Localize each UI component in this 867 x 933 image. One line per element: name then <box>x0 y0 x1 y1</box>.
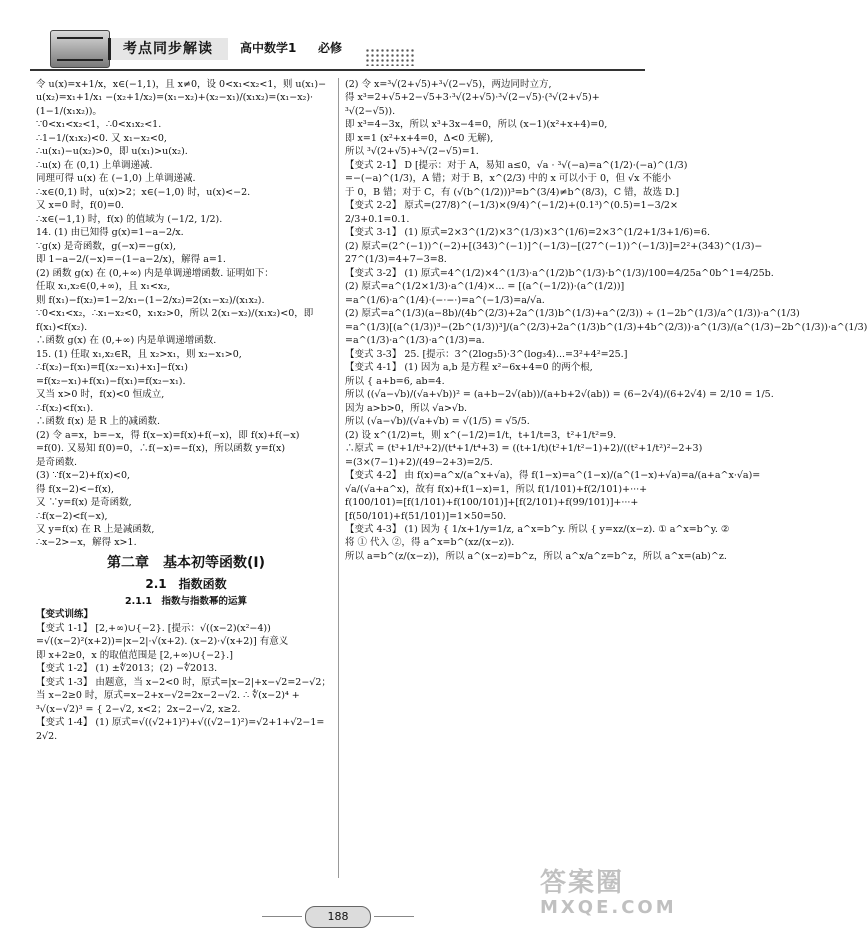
left-text-line: 则 f(x₁)−f(x₂)=1−2/x₁−(1−2/x₂)=2(x₁−x₂)/(x₁x₂). <box>36 294 265 306</box>
right-text-line: 所以 { a+b=6, ab=4. <box>345 375 445 387</box>
left-text-line: ∵0<x₁<x₂<1，∴0<x₁x₂<1. <box>36 119 162 131</box>
book-track: 必修 <box>318 41 343 55</box>
right-text-line: 【变式 2-2】 原式=(27/8)^(−1/3)×(9/4)^(−1/2)+(0.1³)^(0.5)=1−3/2× <box>345 200 678 212</box>
variant-text-line: =√((x−2)²(x+2))=|x−2|·√(x+2). (x−2)·√(x+2)] 有意义 <box>36 636 289 648</box>
left-text-line: u(x₂)=x₁+1/x₁ −(x₂+1/x₂)=(x₁−x₂)+(x₂−x₁)/(x₁x₂)=(x₁−x₂)· <box>36 92 314 104</box>
left-text-line: f(x₁)<f(x₂). <box>36 321 88 333</box>
left-solution-lines <box>36 78 336 550</box>
column-divider <box>338 78 339 878</box>
right-text-line: 所以 ((√a−√b)/(√a+√b))² = (a+b−2√(ab))/(a+b+2√(ab)) = (6−2√4)/(6+2√4) = 2/10 = 1/5. <box>345 389 774 401</box>
book-icon <box>50 30 110 68</box>
left-text-line: ∴f(x−2)<f(−x), <box>36 510 108 522</box>
right-text-line: 2/3+0.1=0.1. <box>345 213 410 225</box>
right-text-line: 【变式 4-3】 (1) 因为 { 1/x+1/y=1/z, a^x=b^y. 所以 { y=xz/(x−z). ① a^x=b^y. ② <box>345 523 730 535</box>
left-text-line: ∴函数 f(x) 是 R 上的减函数. <box>36 416 161 428</box>
left-text-line: ∴1−1/(x₁x₂)<0. 又 x₁−x₂<0, <box>36 132 167 144</box>
right-text-line: (2) 原式=a^(1/2×1/3)·a^(1/4)×... = [(a^(−1/2))·(a^(1/2))] <box>345 281 625 293</box>
left-text-line: (1−1/(x₁x₂))。 <box>36 105 102 117</box>
right-text-line: (2) 设 x^(1/2)=t，则 x^(−1/2)=1/t，t+1/t=3，t²+1/t²=9. <box>345 429 617 441</box>
right-text-line: (2) 原式=a^(1/3)(a−8b)/(4b^(2/3)+2a^(1/3)b^(1/3)+a^(2/3)) ÷ (1−2b^(1/3)/a^(1/3))·a^(1/3) <box>345 308 800 320</box>
left-text-line: =f(x₂−x₁)+f(x₁)−f(x₁)=f(x₂−x₁). <box>36 375 186 387</box>
right-text-line: ∴原式 = (t³+1/t³+2)/(t⁴+1/t⁴+3) = ((t+1/t)(t²+1/t²−1)+2)/((t²+1/t²)²−2+3) <box>345 443 703 455</box>
right-text-line: √a/(√a+a^x)，故有 f(x)+f(1−x)=1，所以 f(1/101)+f(2/101)+···+ <box>345 483 648 495</box>
left-text-line: 任取 x₁,x₂∈(0,+∞)，且 x₁<x₂, <box>36 281 171 293</box>
left-text-line: 得 f(x−2)<−f(x), <box>36 483 115 495</box>
variant-text-line: 2√2. <box>36 730 58 742</box>
variant-text-line: ³√(x−√2)³ = { 2−√2, x<2；2x−2−√2, x≥2. <box>36 703 241 715</box>
left-text-line: (3) ∵f(x−2)+f(x)<0, <box>36 470 131 482</box>
left-text-line: ∵g(x) 是奇函数，g(−x)=−g(x), <box>36 240 177 252</box>
dot-pattern-icon <box>365 48 415 66</box>
right-text-line: =(3×(7−1)+2)/(49−2+3)=2/5. <box>345 456 493 468</box>
right-text-line: 即 x³=4−3x，所以 x³+3x−4=0，所以 (x−1)(x²+x+4)=0, <box>345 119 608 131</box>
left-text-line: ∴f(x₂)<f(x₁). <box>36 402 94 414</box>
variant-text-line: 当 x−2≥0 时，原式=x−2+x−√2=2x−2−√2. ∴ ∜(x−2)⁴ + <box>36 690 300 702</box>
watermark-sub: MXQE.COM <box>540 897 677 918</box>
variant-text-line: 即 x+2≥0，x 的取值范围是 [2,+∞)∪{−2}.] <box>36 649 233 661</box>
right-column <box>345 78 867 563</box>
left-text-line: 又 x=0 时，f(0)=0. <box>36 200 124 212</box>
right-text-line: 于 0，B 错；对于 C，有 (√(b^(1/2)))³=b^(3/4)≠b^(8/3)，C 错，故选 D.] <box>345 186 680 198</box>
watermark-logo <box>540 868 677 928</box>
variant-text-line: 【变式 1-2】 (1) ±∜2013；(2) −∜2013. <box>36 663 218 675</box>
left-text-line: ∴函数 g(x) 在 (0,+∞) 内是单调递增函数. <box>36 335 217 347</box>
right-text-line: (2) 令 x=³√(2+√5)+³√(2−√5)，两边同时立方, <box>345 79 552 90</box>
left-text-line: ∴u(x) 在 (0,1) 上单调递减. <box>36 159 153 171</box>
right-solution-lines <box>345 78 867 563</box>
right-text-line: 【变式 4-1】 (1) 因为 a,b 是方程 x²−6x+4=0 的两个根, <box>345 362 593 374</box>
left-text-line: ∴x∈(0,1) 时，u(x)>2；x∈(−1,0) 时，u(x)<−2. <box>36 186 251 198</box>
left-text-line: 是奇函数. <box>36 456 78 468</box>
page-number: 188 <box>305 906 371 928</box>
left-column <box>36 78 336 743</box>
left-text-line: ∴x−2>−x，解得 x>1. <box>36 537 137 549</box>
left-text-line: ∴x∈(−1,1) 时，f(x) 的值域为 (−1/2, 1/2). <box>36 213 223 225</box>
left-text-line: 又当 x>0 时，f(x)<0 恒成立, <box>36 389 165 401</box>
subsection-title: 2.1.1 指数与指数幂的运算 <box>124 595 248 607</box>
chapter-title: 第二章 基本初等函数(Ⅰ) <box>106 554 265 571</box>
training-label: 【变式训练】 <box>36 609 94 621</box>
right-text-line: 所以 a=b^(z/(x−z))，所以 a^(x−z)=b^z，所以 a^x/a^z=b^z，所以 a^x=(ab)^z. <box>345 550 727 562</box>
page-header <box>0 0 675 70</box>
right-text-line: 27^(1/3)=4+7−3=8. <box>345 254 447 266</box>
left-text-line: 15. (1) 任取 x₁,x₂∈R，且 x₂>x₁，则 x₂−x₁>0, <box>36 348 242 360</box>
left-text-line: 又 ∵y=f(x) 是奇函数, <box>36 497 132 509</box>
right-text-line: ³√(2−√5)). <box>345 105 396 117</box>
variant-text-line: 【变式 1-3】 由题意，当 x−2<0 时，原式=|x−2|+x−√2=2−√2； <box>36 676 331 688</box>
left-text-line: ∴f(x₂)−f(x₁)=f[(x₂−x₁)+x₁]−f(x₁) <box>36 362 188 374</box>
header-rule <box>30 69 645 71</box>
right-text-line: 即 x=1 (x²+x+4=0，Δ<0 无解), <box>345 132 494 144</box>
series-title: 考点同步解读 <box>108 38 228 60</box>
left-text-line: ∴u(x₁)−u(x₂)>0，即 u(x₁)>u(x₂). <box>36 146 188 158</box>
right-text-line: =a^(1/6)·a^(1/4)·(−·−·)=a^(−1/3)=a/√a. <box>345 294 545 306</box>
left-text-line: 同理可得 u(x) 在 (−1,0) 上单调递减. <box>36 173 196 185</box>
right-text-line: 因为 a>b>0，所以 √a>√b. <box>345 402 468 414</box>
left-text-line: (2) 令 a=x，b=−x，得 f(x−x)=f(x)+f(−x)，即 f(x)+f(−x) <box>36 429 300 441</box>
right-text-line: 【变式 3-2】 (1) 原式=4^(1/2)×4^(1/3)·a^(1/2)b^(1/3)·b^(1/3)/100=4/25a^0b^1=4/25b. <box>345 267 774 279</box>
left-text-line: =f(0). 又易知 f(0)=0，∴f(−x)=−f(x)，所以函数 y=f(x) <box>36 443 286 455</box>
left-text-line: 又 y=f(x) 在 R 上是减函数, <box>36 523 155 535</box>
variant-exercises-left <box>36 622 336 743</box>
right-text-line: =−(−a)^(1/3)，A 错；对于 B，x^(2/3) 中的 x 可以小于 0，但 √x 不能小 <box>345 173 671 185</box>
right-text-line: 得 x³=2+√5+2−√5+3·³√(2+√5)·³√(2−√5)·(³√(2+√5)+ <box>345 92 600 104</box>
right-text-line: f(100/101)=[f(1/101)+f(100/101)]+[f(2/101)+f(99/101)]+···+ <box>345 497 639 509</box>
right-text-line: 【变式 3-3】 25. [提示：3^(2log₃5)·3^(log₃4)...=3²+4²=25.] <box>345 348 628 360</box>
variant-text-line: 【变式 1-4】 (1) 原式=√((√2+1)²)+√((√2−1)²)=√2+1+√2−1= <box>36 717 325 729</box>
right-text-line: 所以 ³√(2+√5)+³√(2−√5)=1. <box>345 146 479 158</box>
left-text-line: (2) 函数 g(x) 在 (0,+∞) 内是单调递增函数. 证明如下： <box>36 267 274 279</box>
left-text-line: 令 u(x)=x+1/x，x∈(−1,1)，且 x≠0，设 0<x₁<x₂<1，则 u(x₁)− <box>36 79 327 90</box>
left-text-line: 即 1−a−2/(−x)=−(1−a−2/x)，解得 a=1. <box>36 254 226 266</box>
right-text-line: 所以 (√a−√b)/(√a+√b) = √(1/5) = √5/5. <box>345 416 530 428</box>
section-title: 2.1 指数函数 <box>145 576 227 591</box>
right-text-line: 【变式 4-2】 由 f(x)=a^x/(a^x+√a)，得 f(1−x)=a^(1−x)/(a^(1−x)+√a)=a/(a+a^x·√a)= <box>345 470 761 482</box>
right-text-line: (2) 原式=(2^(−1))^(−2)+[(343)^(−1)]^(−1/3)−[(27^(−1))^(−1/3)]=2²+(343)^(1/3)− <box>345 240 763 252</box>
right-text-line: [f(50/101)+f(51/101)]=1×50=50. <box>345 510 507 522</box>
book-subject: 高中数学1 <box>240 41 297 55</box>
left-text-line: 14. (1) 由已知得 g(x)=1−a−2/x. <box>36 227 184 239</box>
variant-text-line: 【变式 1-1】 [2,+∞)∪{−2}. [提示：√((x−2)(x²−4)) <box>36 622 271 634</box>
left-text-line: ∵0<x₁<x₂，∴x₁−x₂<0，x₁x₂>0，所以 2(x₁−x₂)/(x₁x₂)<0，即 <box>36 308 314 320</box>
watermark-main: 答案圈 <box>540 868 625 898</box>
right-text-line: =a^(1/3)[(a^(1/3))³−(2b^(1/3))³]/(a^(2/3)+2a^(1/3)b^(1/3)+4b^(2/3))·a^(1/3)/(a^(1/3)−2b^(1/3))·a^(1/3) <box>345 321 867 333</box>
right-text-line: 【变式 3-1】 (1) 原式=2×3^(1/2)×3^(1/3)×3^(1/6)=2×3^(1/2+1/3+1/6)=6. <box>345 227 711 239</box>
right-text-line: =a^(1/3)·a^(1/3)·a^(1/3)=a. <box>345 335 485 347</box>
right-text-line: 【变式 2-1】 D [提示：对于 A，易知 a≤0，√a · ³√(−a)=a^(1/2)·(−a)^(1/3) <box>345 159 688 171</box>
right-text-line: 将 ① 代入 ②，得 a^x=b^(xz/(x−z)). <box>345 537 515 549</box>
